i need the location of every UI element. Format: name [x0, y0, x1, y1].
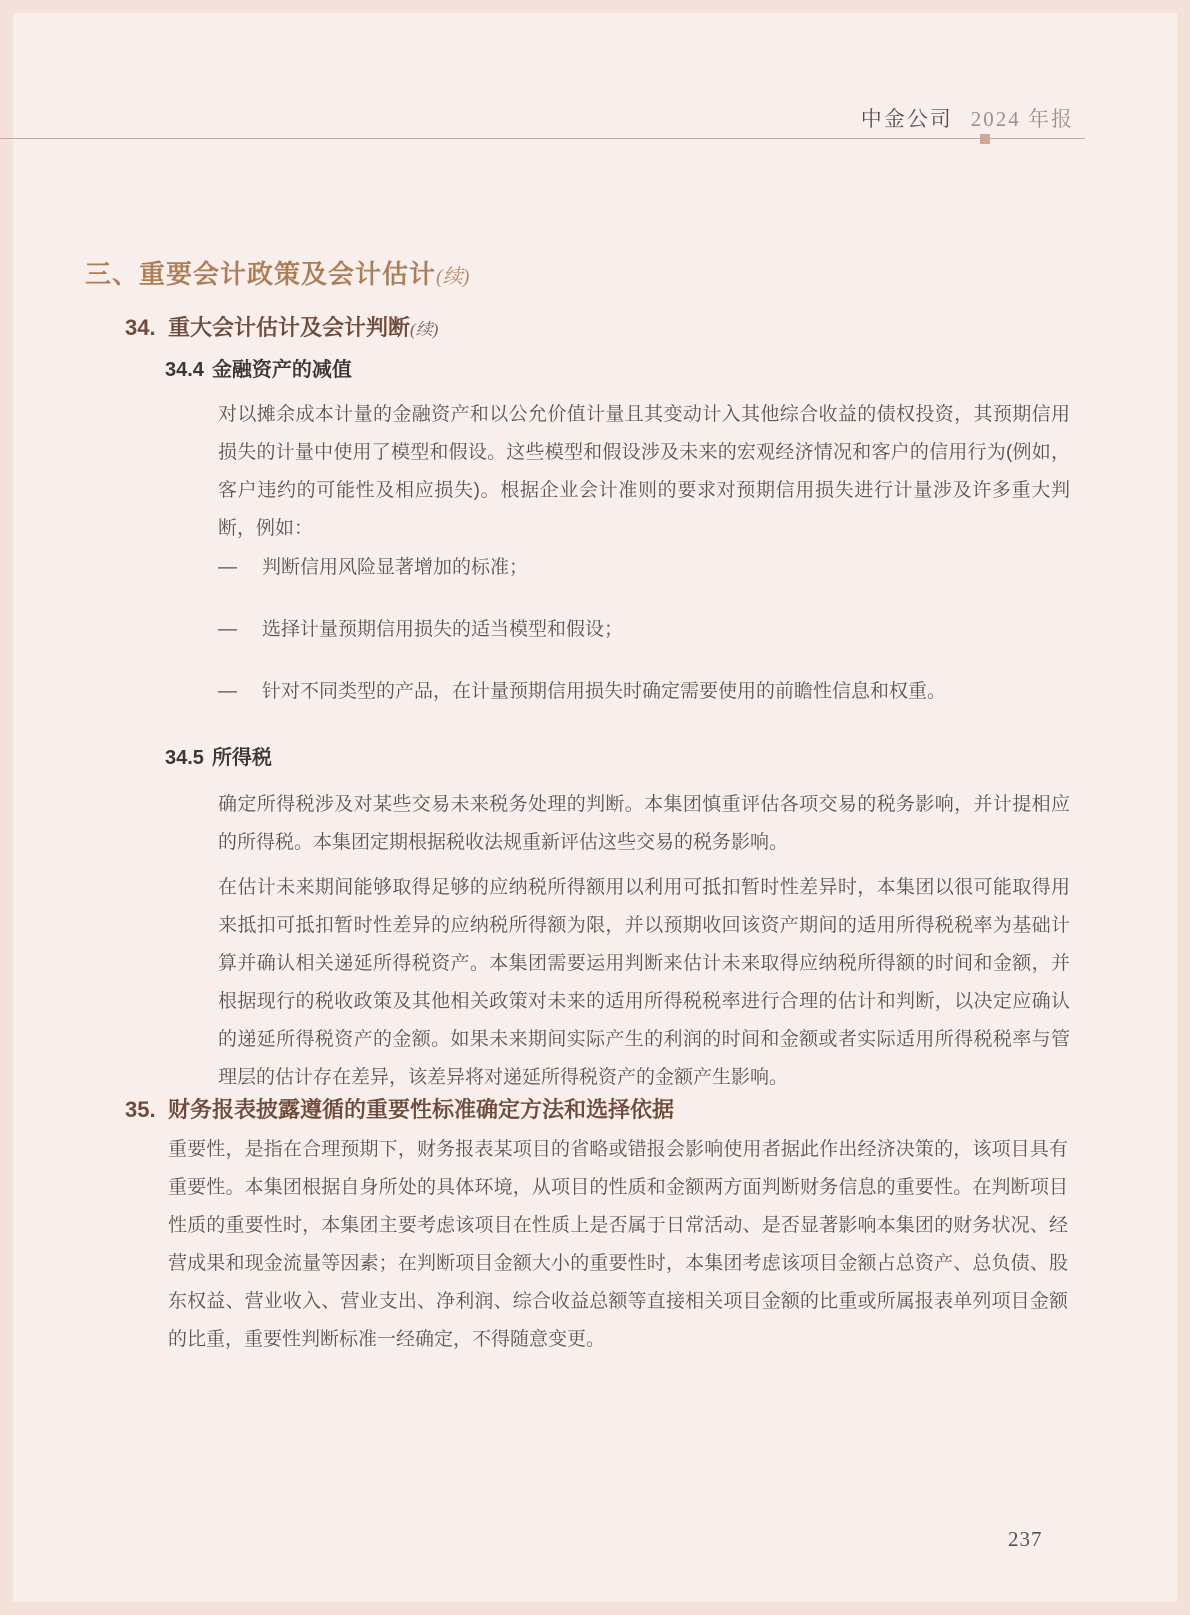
- bullet-dash: —: [218, 619, 237, 640]
- subsection-34-4-title: 金融资产的减值: [211, 359, 352, 381]
- subsection-34-4-number: 34.4: [165, 359, 204, 381]
- list-item: [218, 618, 1078, 642]
- subsection-35-number: 35.: [125, 1097, 156, 1122]
- paragraph-materiality: 重要性，是指在合理预期下，财务报表某项目的省略或错报会影响使用者据此作出经济决策的，该项目具有重要性。本集团根据自身所处的具体环境，从项目的性质和金额两方面判断财务信息的重要性。在判断项目性质的重要性时，本集团主要考虑该项目在性质上是否属于日常活动、是否显著影响本集团的财务状况、经营成果和现金流量等因素；在判断项目金额大小的重要性时，本集团考虑该项目金额占总资产、总负债、股东权益、营业收入、营业支出、净利润、综合收益总额等直接相关项目金额的比重或所属报表单列项目金额的比重，重要性判断标准一经确定，不得随意变更。: [168, 1139, 1068, 1350]
- list-item: [218, 680, 1078, 704]
- section-heading-number: 三、: [85, 259, 140, 289]
- subsection-heading-34-4: [165, 353, 352, 382]
- section-heading-title: 重要会计政策及会计估计: [139, 259, 437, 289]
- paragraph-income-tax-2: 在估计未来期间能够取得足够的应纳税所得额用以利用可抵扣暂时性差异时，本集团以很可能取得用来抵扣可抵扣暂时性差异的应纳税所得额为限，并以预期收回该资产期间的适用所得税税率为基础计算并确认相关递延所得税资产。本集团需要运用判断来估计未来取得应纳税所得额的时间和金额，并根据现行的税收政策及其他相关政策对未来的适用所得税税率进行合理的估计和判断，以决定应确认的递延所得税资产的金额。如果未来期间实际产生的利润的时间和金额或者实际适用所得税税率与管理层的估计存在差异，该差异将对递延所得税资产的金额产生影响。: [218, 877, 1070, 1088]
- header-rule-square-marker: [980, 134, 990, 144]
- header-rule: [0, 138, 1085, 139]
- subsection-34-title: 重大会计估计及会计判断: [168, 315, 411, 340]
- bullet-text: 判断信用风险显著增加的标准；: [262, 557, 529, 578]
- bullet-text: 针对不同类型的产品，在计量预期信用损失时确定需要使用的前瞻性信息和权重。: [262, 681, 947, 702]
- subsection-34-5-number: 34.5: [165, 747, 204, 769]
- subsection-heading-34: [125, 311, 438, 342]
- bullet-text: 选择计量预期信用损失的适当模型和假设；: [262, 619, 624, 640]
- section-heading-3: [85, 254, 469, 291]
- page-number: 237: [1008, 1527, 1043, 1551]
- section-heading-continued: (续): [436, 266, 470, 288]
- subsection-34-5-title: 所得税: [211, 747, 272, 769]
- bullet-dash: —: [218, 681, 237, 702]
- list-item: [218, 556, 1078, 580]
- header-report-year: 2024 年报: [970, 107, 1074, 131]
- paragraph-impairment: 对以摊余成本计量的金融资产和以公允价值计量且其变动计入其他综合收益的债权投资，其预期信用损失的计量中使用了模型和假设。这些模型和假设涉及未来的宏观经济情况和客户的信用行为(例如，客户违约的可能性及相应损失)。根据企业会计准则的要求对预期信用损失进行计量涉及许多重大判断，例如：: [218, 404, 1070, 539]
- subsection-heading-34-5: [165, 741, 272, 770]
- page-header: [0, 103, 1074, 133]
- subsection-34-continued: (续): [410, 320, 439, 339]
- paragraph-income-tax-1: 确定所得税涉及对某些交易未来税务处理的判断。本集团慎重评估各项交易的税务影响，并计提相应的所得税。本集团定期根据税收法规重新评估这些交易的税务影响。: [218, 794, 1070, 853]
- subsection-heading-35: [125, 1093, 674, 1124]
- bullet-dash: —: [218, 557, 237, 578]
- subsection-34-number: 34.: [125, 315, 156, 340]
- subsection-35-title: 财务报表披露遵循的重要性标准确定方法和选择依据: [168, 1097, 675, 1122]
- header-company-name: 中金公司: [860, 107, 953, 131]
